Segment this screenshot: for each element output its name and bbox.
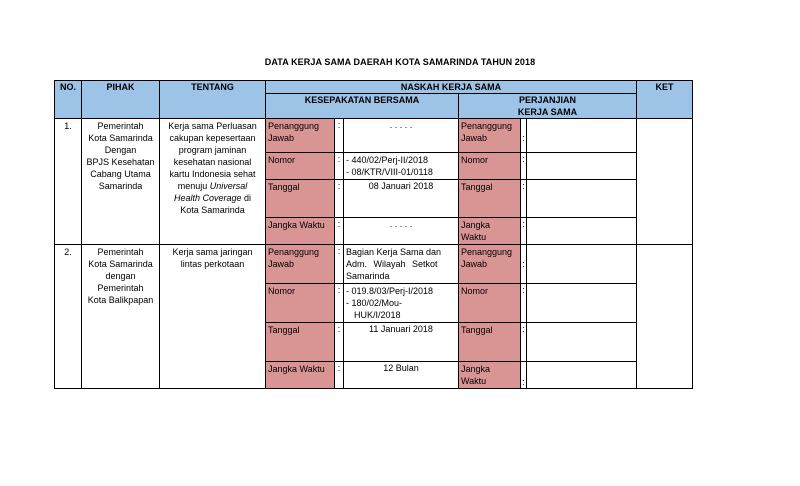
tentang-cell: Kerja sama Perluasan cakupan kepesertaan program jaminan kesehatan nasional kartu Indonesia sehat menuju Universal Health Coverage di Kota Samarinda (160, 119, 266, 245)
kb-tanggal-value: 11 Januari 2018 (344, 323, 459, 362)
kb-nomor-value: - 440/02/Perj-II/2018 - 08/KTR/VIII-01/0118 (344, 153, 459, 180)
colon: : (335, 245, 344, 284)
colon: : (521, 119, 527, 153)
pks-tanggal-label: Tanggal (459, 180, 521, 218)
kb-tanggal-label: Tanggal (266, 323, 335, 362)
pks-penanggung-jawab-label: Penanggung Jawab (459, 119, 521, 153)
document-title: DATA KERJA SAMA DAERAH KOTA SAMARINDA TAHUN 2018 (264, 57, 536, 67)
header-pihak: PIHAK (82, 81, 160, 119)
table-row (55, 245, 693, 284)
header-naskah-kerja-sama: NASKAH KERJA SAMA (266, 81, 637, 94)
colon: : (521, 284, 527, 323)
pks-nomor-value (527, 153, 637, 180)
pihak-cell: Pemerintah Kota Samarinda dengan Pemerintah Kota Balikpapan (82, 245, 160, 389)
ket-cell (637, 245, 693, 389)
kb-jangka-waktu-value: . . . . . (344, 218, 459, 245)
colon: : (521, 180, 527, 218)
pks-nomor-label: Nomor (459, 153, 521, 180)
kb-tanggal-value: 08 Januari 2018 (344, 180, 459, 218)
colon: : (335, 119, 344, 153)
table-row (55, 119, 693, 153)
header-no: NO. (55, 81, 82, 119)
colon: : (335, 180, 344, 218)
kb-jangka-waktu-label: Jangka Waktu (266, 218, 335, 245)
pks-jangka-waktu-label: Jangka Waktu (459, 218, 521, 245)
colon: : (335, 323, 344, 362)
colon: : (521, 362, 527, 389)
colon: : (521, 323, 527, 362)
pks-jangka-waktu-value (527, 218, 637, 245)
pks-penanggung-jawab-value (527, 245, 637, 284)
pks-jangka-waktu-value (527, 362, 637, 389)
kb-nomor-label: Nomor (266, 284, 335, 323)
colon: : (335, 218, 344, 245)
pks-jangka-waktu-label: Jangka Waktu (459, 362, 521, 389)
kb-penanggung-jawab-value: . . . . . (344, 119, 459, 153)
colon: : (335, 284, 344, 323)
pks-tanggal-value (527, 180, 637, 218)
pks-tanggal-label: Tanggal (459, 323, 521, 362)
colon: : (521, 245, 527, 284)
row-number: 1. (55, 119, 82, 245)
kb-penanggung-jawab-value: Bagian Kerja Sama dan Adm. Wilayah Setkot Samarinda (344, 245, 459, 284)
pks-nomor-label: Nomor (459, 284, 521, 323)
kb-penanggung-jawab-label: Penanggung Jawab (266, 245, 335, 284)
colon: : (335, 362, 344, 389)
kb-nomor-value: - 019.8/03/Perj-I/2018 - 180/02/Mou- HUK/I/2018 (344, 284, 459, 323)
header-perjanjian-kerja-sama: PERJANJIAN KERJA SAMA (459, 94, 637, 119)
kb-tanggal-label: Tanggal (266, 180, 335, 218)
colon: : (521, 153, 527, 180)
kb-nomor-label: Nomor (266, 153, 335, 180)
colon: : (335, 153, 344, 180)
row-number: 2. (55, 245, 82, 389)
colon: : (521, 218, 527, 245)
header-kesepakatan-bersama: KESEPAKATAN BERSAMA (266, 94, 459, 119)
kb-penanggung-jawab-label: Penanggung Jawab (266, 119, 335, 153)
header-ket: KET (637, 81, 693, 119)
pks-tanggal-value (527, 323, 637, 362)
pks-penanggung-jawab-label: Penanggung Jawab (459, 245, 521, 284)
tentang-cell: Kerja sama jaringan lintas perkotaan (160, 245, 266, 389)
cooperation-table (54, 80, 693, 389)
pks-nomor-value (527, 284, 637, 323)
pihak-cell: Pemerintah Kota Samarinda Dengan BPJS Kesehatan Cabang Utama Samarinda (82, 119, 160, 245)
kb-jangka-waktu-label: Jangka Waktu (266, 362, 335, 389)
header-tentang: TENTANG (160, 81, 266, 119)
pks-penanggung-jawab-value (527, 119, 637, 153)
ket-cell (637, 119, 693, 245)
kb-jangka-waktu-value: 12 Bulan (344, 362, 459, 389)
